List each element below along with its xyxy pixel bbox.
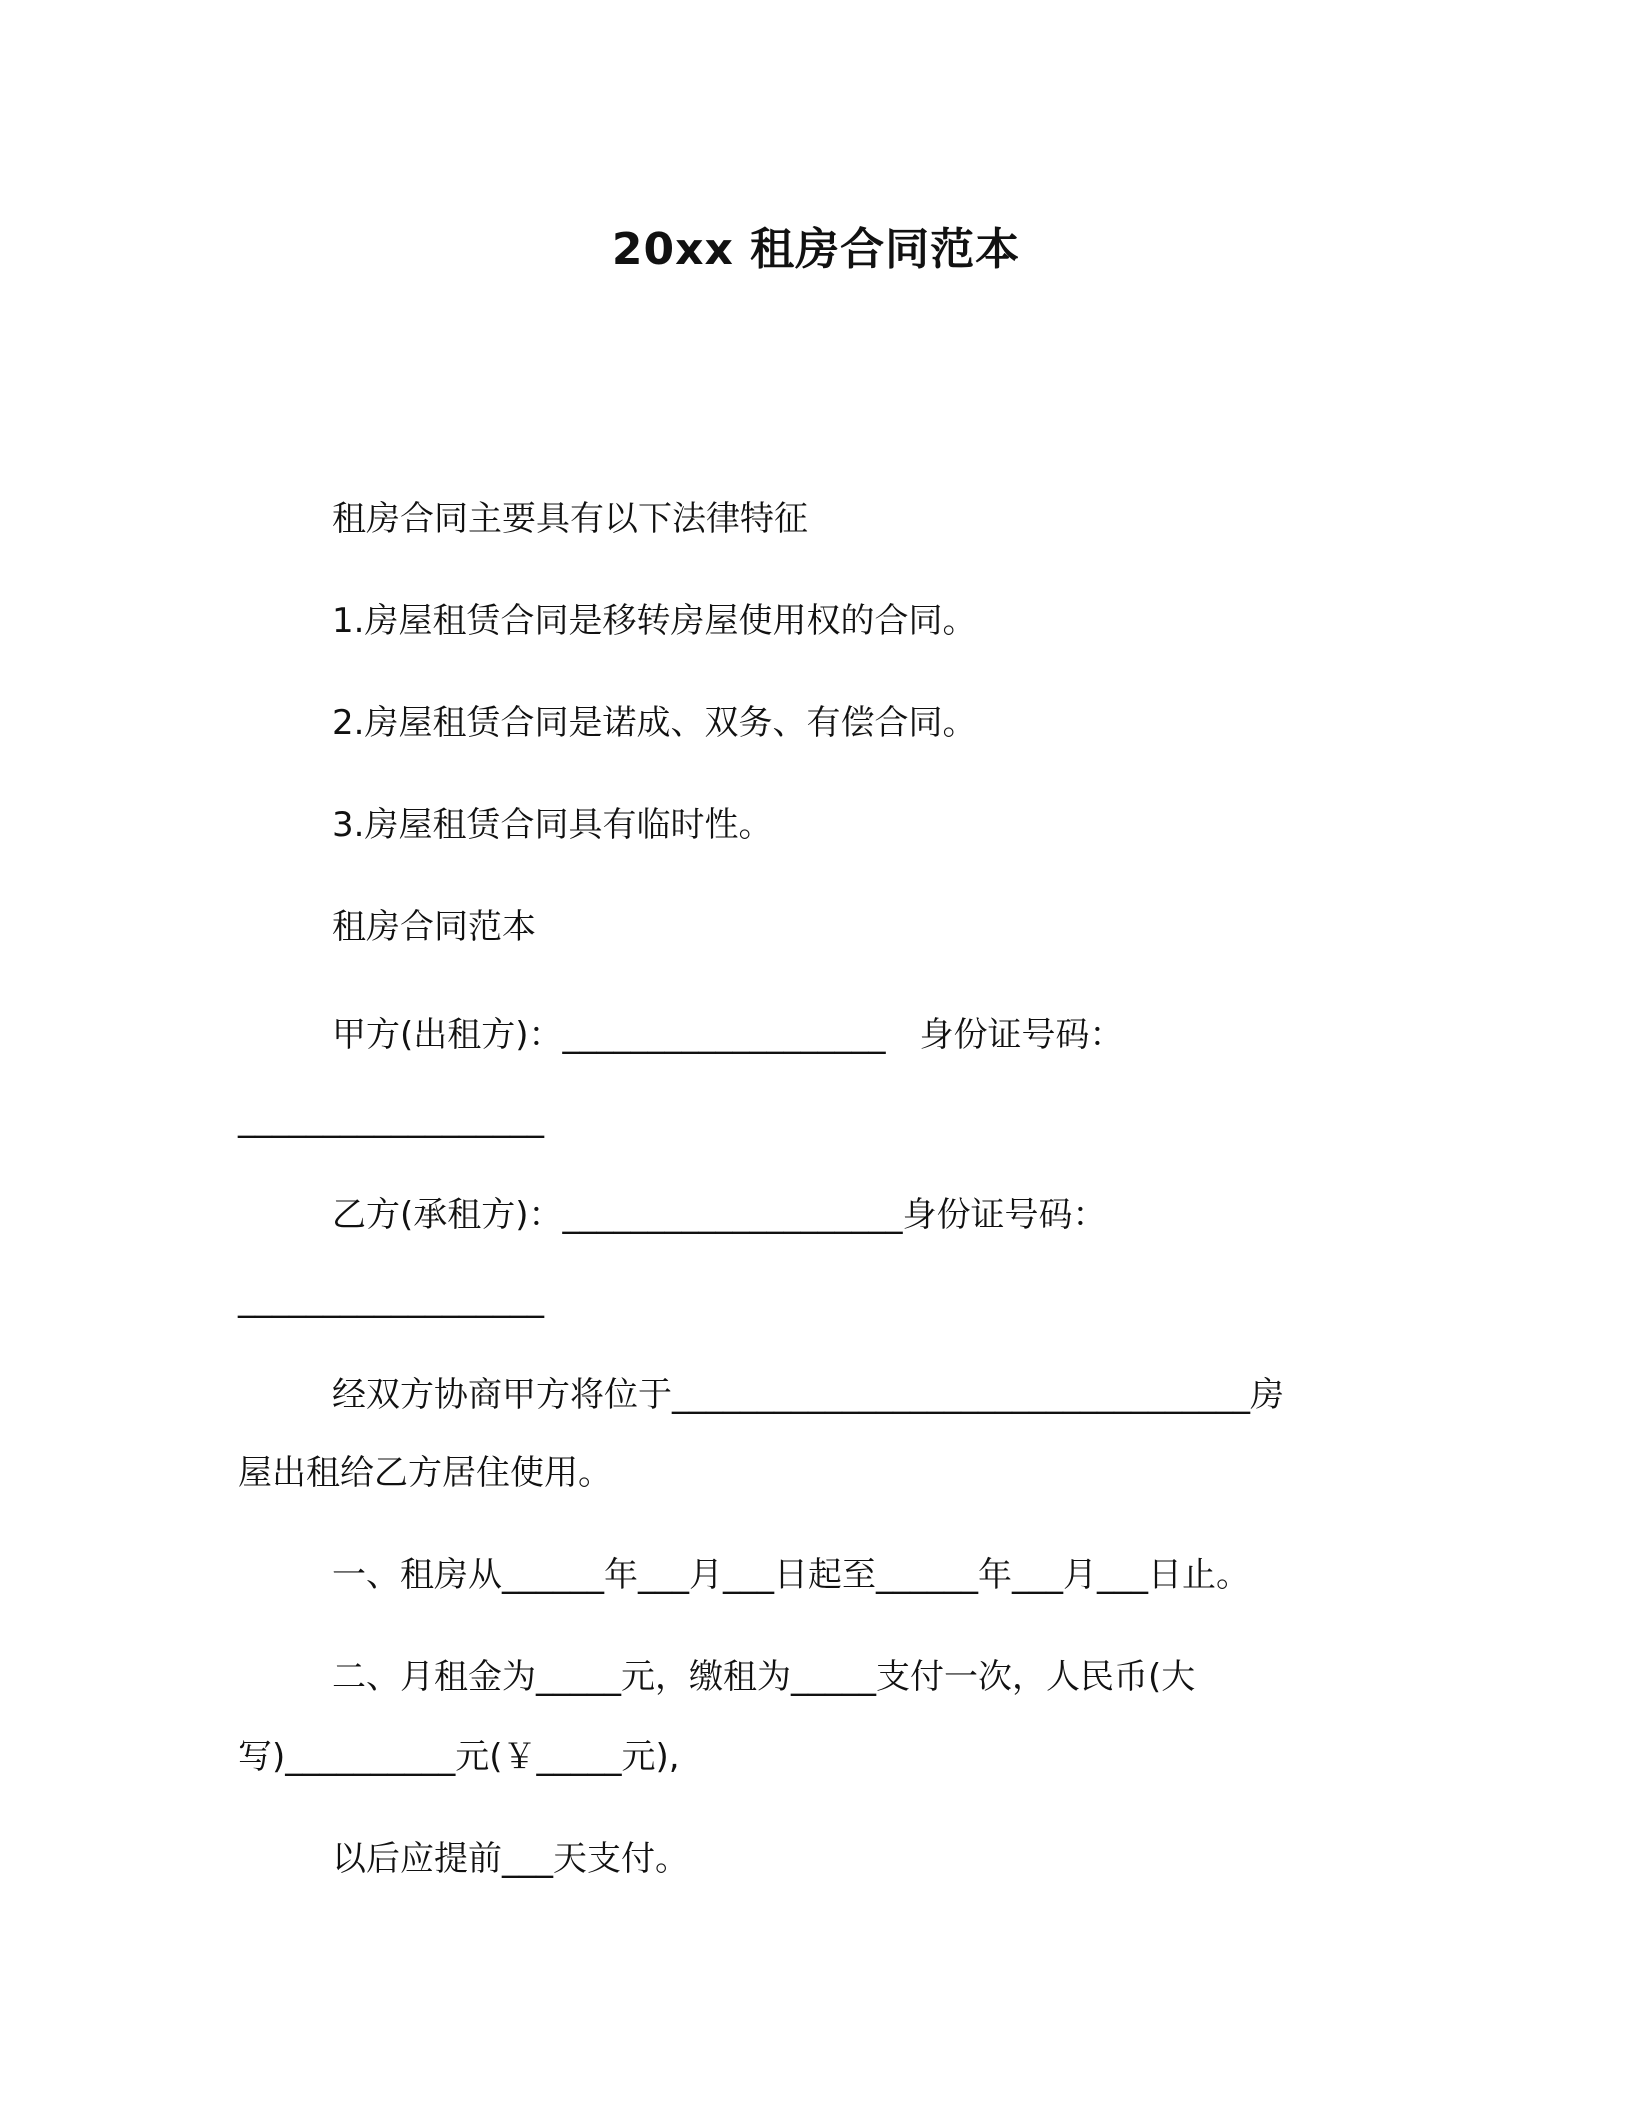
- rent-clause-line-1: 二、月租金为_____元，缴租为_____支付一次，人民币(大: [332, 1657, 1196, 1697]
- document-title: 20xx 租房合同范本: [611, 224, 1021, 275]
- paragraph-intro: 租房合同主要具有以下法律特征: [332, 499, 808, 539]
- feature-item-1: 1.房屋租赁合同是移转房屋使用权的合同。: [332, 601, 977, 641]
- payment-advance-clause: 以后应提前___天支付。: [332, 1839, 689, 1879]
- party-a-id-blank: __________________: [238, 1099, 544, 1139]
- party-b-id-blank: __________________: [238, 1279, 544, 1319]
- term-clause: 一、租房从______年___月___日起至______年___月___日止。: [332, 1555, 1250, 1595]
- feature-item-3: 3.房屋租赁合同具有临时性。: [332, 805, 773, 845]
- feature-item-2: 2.房屋租赁合同是诺成、双务、有偿合同。: [332, 703, 977, 743]
- property-clause-line-1: 经双方协商甲方将位于__________________________________房: [332, 1375, 1284, 1415]
- property-clause-line-2: 屋出租给乙方居住使用。: [238, 1453, 612, 1493]
- party-b-line: 乙方(承租方)：____________________身份证号码：: [332, 1195, 1107, 1235]
- party-a-line: 甲方(出租方)：___________________ 身份证号码：: [332, 1015, 1124, 1055]
- section-heading: 租房合同范本: [332, 907, 536, 947]
- rent-clause-line-2: 写)__________元(￥_____元),: [238, 1737, 680, 1777]
